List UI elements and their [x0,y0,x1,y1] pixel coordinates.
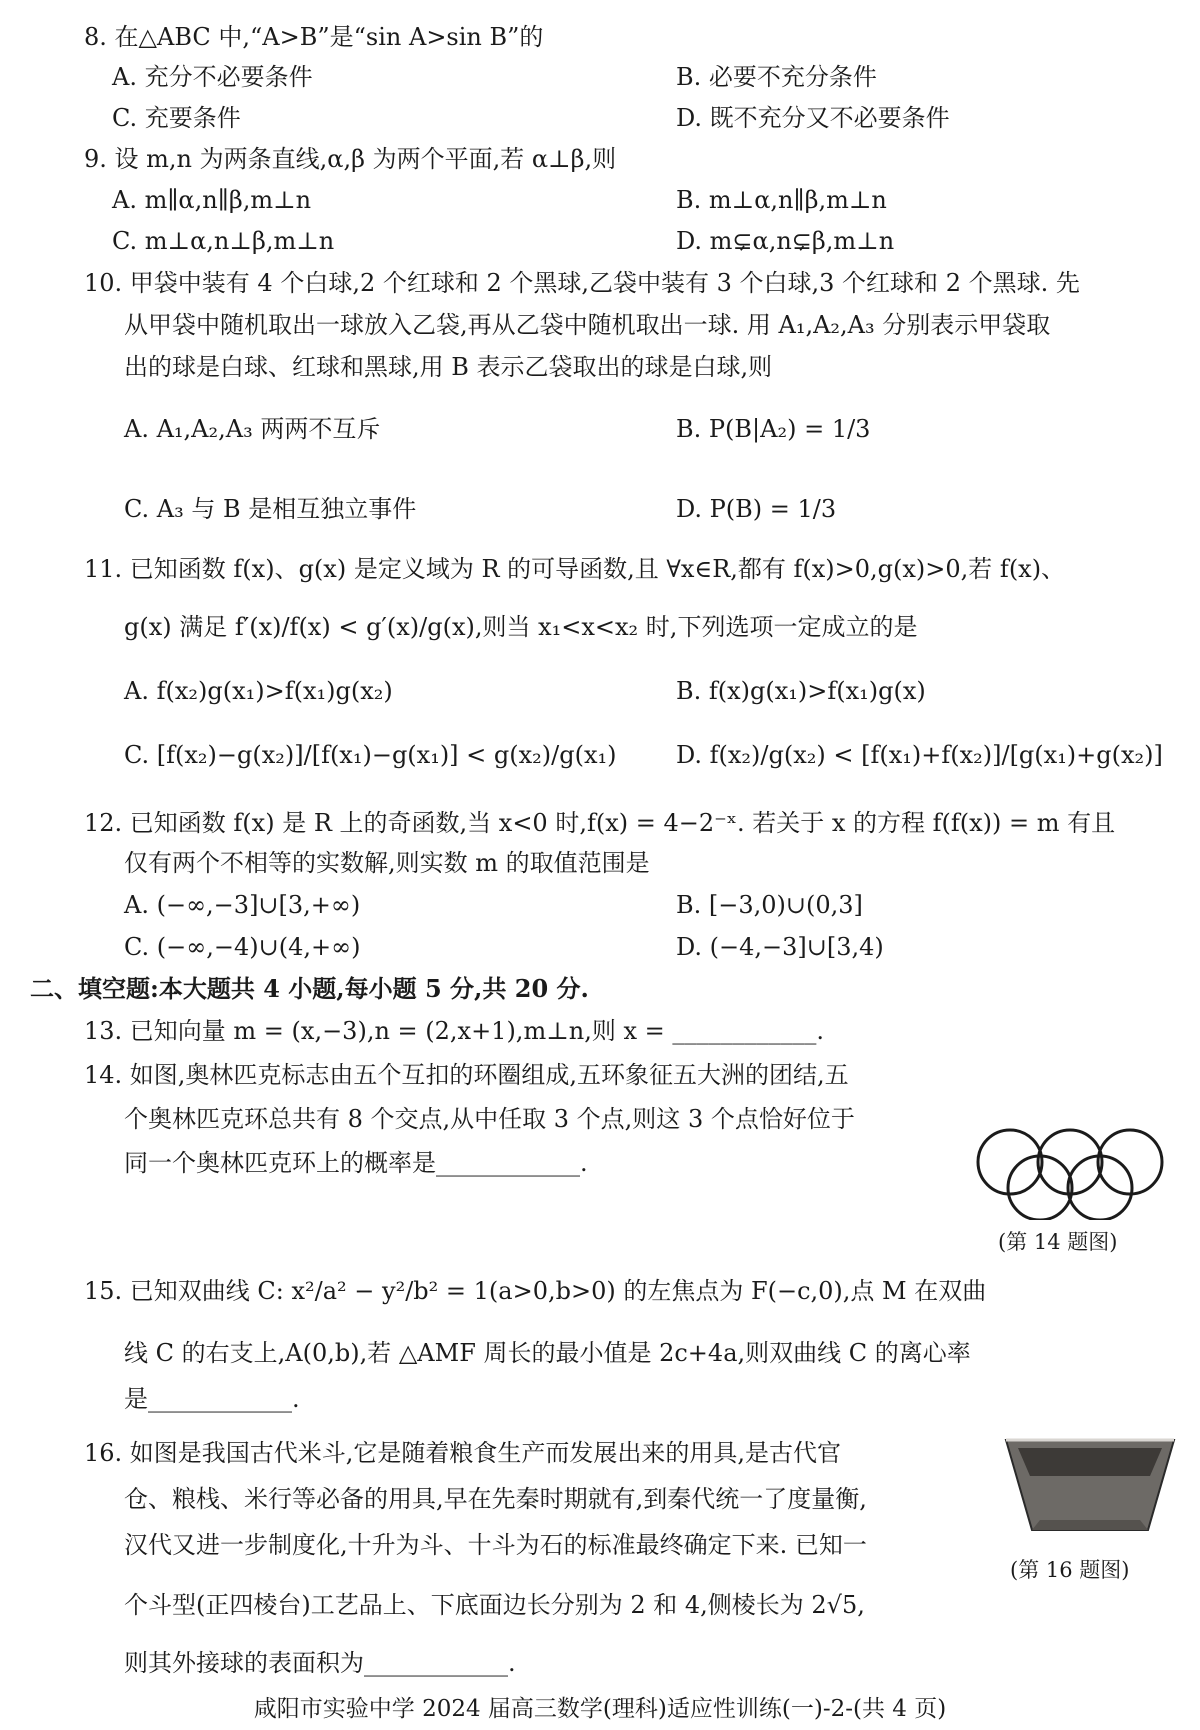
q11-option-b: B. f(x)g(x₁)>f(x₁)g(x) [676,677,926,705]
page-footer: 咸阳市实验中学 2024 届高三数学(理科)适应性训练(一)-2-(共 4 页) [253,1696,947,1722]
q10-option-c: C. A₃ 与 B 是相互独立事件 [124,495,417,523]
q11-line-2: g(x) 满足 f′(x)/f(x) < g′(x)/g(x),则当 x₁<x<x₂ 时,下列选项一定成立的是 [124,613,918,641]
q8-option-d: D. 既不充分又不必要条件 [676,104,950,132]
q14-line-3: 同一个奥林匹克环上的概率是____________. [124,1149,588,1177]
rice-measure-figure [1000,1430,1180,1590]
q9-option-d: D. m⊊α,n⊊β,m⊥n [676,227,895,255]
q12-option-c: C. (−∞,−4)∪(4,+∞) [124,933,361,961]
q11-line-1: 11. 已知函数 f(x)、g(x) 是定义域为 R 的可导函数,且 ∀x∈R,都有 f(x)>0,g(x)>0,若 f(x)、 [84,555,1066,583]
q16-line-3: 汉代又进一步制度化,十升为斗、十斗为石的标准最终确定下来. 已知一 [124,1531,867,1559]
q15-line-3: 是____________. [124,1385,300,1413]
q11-option-d: D. f(x₂)/g(x₂) < [f(x₁)+f(x₂)]/[g(x₁)+g(x₂)] [676,741,1163,769]
q12-option-d: D. (−4,−3]∪[3,4) [676,933,884,961]
q10-line-3: 出的球是白球、红球和黑球,用 B 表示乙袋取出的球是白球,则 [124,353,773,381]
q11-option-a: A. f(x₂)g(x₁)>f(x₁)g(x₂) [124,677,393,705]
q16-line-2: 仓、粮栈、米行等必备的用具,早在先秦时期就有,到秦代统一了度量衡, [124,1485,867,1513]
q13-text: 13. 已知向量 m = (x,−3),n = (2,x+1),m⊥n,则 x = ____________. [84,1017,825,1045]
section-heading: 二、填空题:本大题共 4 小题,每小题 5 分,共 20 分. [30,974,589,1003]
olympic-rings-icon [970,1120,1170,1220]
q15-line-2: 线 C 的右支上,A(0,b),若 △AMF 周长的最小值是 2c+4a,则双曲线 C 的离心率 [124,1339,971,1367]
q12-option-a: A. (−∞,−3]∪[3,+∞) [124,891,361,919]
q10-line-1: 10. 甲袋中装有 4 个白球,2 个红球和 2 个黑球,乙袋中装有 3 个白球,3 个红球和 2 个黑球. 先 [84,269,1080,297]
q8-option-a: A. 充分不必要条件 [112,63,313,91]
q14-line-2: 个奥林匹克环总共有 8 个交点,从中任取 3 个点,则这 3 个点恰好位于 [124,1105,855,1133]
q10-line-2: 从甲袋中随机取出一球放入乙袋,再从乙袋中随机取出一球. 用 A₁,A₂,A₃ 分别表示甲袋取 [124,311,1051,339]
q14-line-1: 14. 如图,奥林匹克标志由五个互扣的环圈组成,五环象征五大洲的团结,五 [84,1061,849,1089]
q16-line-1: 16. 如图是我国古代米斗,它是随着粮食生产而发展出来的用具,是古代官 [84,1439,842,1467]
q16-line-5: 则其外接球的表面积为____________. [124,1649,516,1677]
q15-line-1: 15. 已知双曲线 C: x²/a² − y²/b² = 1(a>0,b>0) 的左焦点为 F(−c,0),点 M 在双曲 [84,1277,987,1305]
q16-figure-caption: (第 16 题图) [1010,1558,1130,1582]
q12-line-1: 12. 已知函数 f(x) 是 R 上的奇函数,当 x<0 时,f(x) = 4−2⁻ˣ. 若关于 x 的方程 f(f(x)) = m 有且 [84,809,1116,837]
q16-line-4: 个斗型(正四棱台)工艺品上、下底面边长分别为 2 和 4,侧棱长为 2√5, [124,1591,865,1619]
q9-option-c: C. m⊥α,n⊥β,m⊥n [112,227,335,255]
olympic-rings-figure [970,1120,1170,1260]
q9-option-a: A. m∥α,n∥β,m⊥n [112,186,312,214]
q9-option-b: B. m⊥α,n∥β,m⊥n [676,186,887,214]
q8-stem: 8. 在△ABC 中,“A>B”是“sin A>sin B”的 [84,23,544,51]
q10-option-d: D. P(B) = 1/3 [676,495,837,523]
q11-option-c: C. [f(x₂)−g(x₂)]/[f(x₁)−g(x₁)] < g(x₂)/g(x₁) [124,741,617,769]
q10-option-b: B. P(B|A₂) = 1/3 [676,415,871,443]
q14-figure-caption: (第 14 题图) [998,1230,1118,1254]
q10-option-a: A. A₁,A₂,A₃ 两两不互斥 [124,415,381,443]
q9-stem: 9. 设 m,n 为两条直线,α,β 为两个平面,若 α⊥β,则 [84,145,617,173]
q8-option-b: B. 必要不充分条件 [676,63,877,91]
q8-option-c: C. 充要条件 [112,104,241,132]
q12-option-b: B. [−3,0)∪(0,3] [676,891,863,919]
rice-measure-icon [1000,1430,1180,1540]
q12-line-2: 仅有两个不相等的实数解,则实数 m 的取值范围是 [124,849,650,877]
